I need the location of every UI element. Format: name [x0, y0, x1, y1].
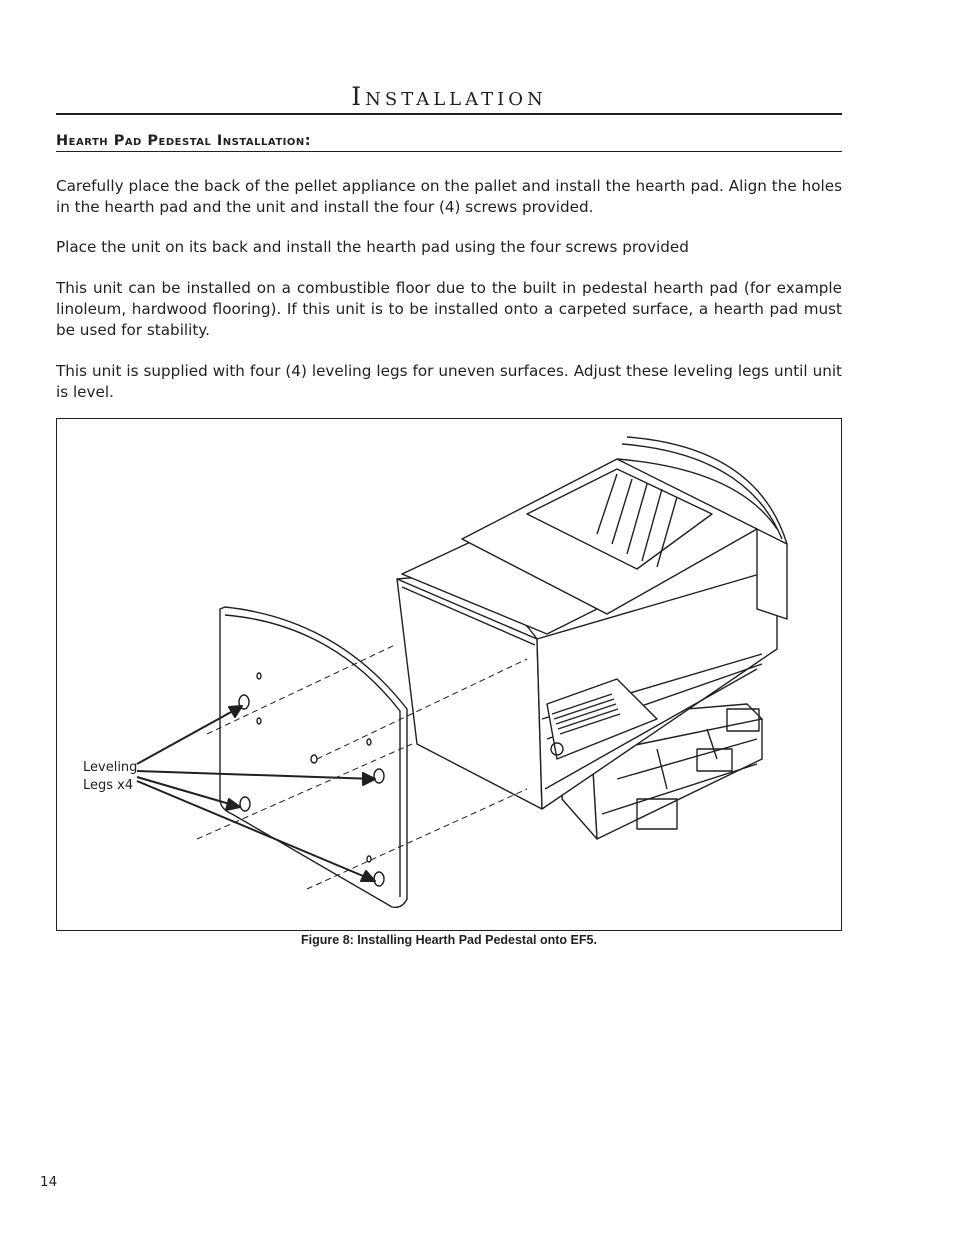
figure-caption: Figure 8: Installing Hearth Pad Pedestal onto EF5.	[301, 933, 597, 947]
paragraph-4: This unit is supplied with four (4) leveling legs for uneven surfaces. Adjust these leveling legs until unit is level.	[56, 362, 842, 401]
page-number: 14	[40, 1174, 58, 1190]
paragraph-3: This unit can be installed on a combustible floor due to the built in pedestal hearth pad (for example linoleum, hardwood flooring). If this unit is to be installed onto a carpeted surface, a hearth pad must be used for stability.	[56, 279, 842, 339]
section-rule	[56, 151, 842, 152]
callout-line-2: Legs x4	[83, 778, 134, 793]
page-title: Installation	[351, 82, 547, 111]
section-heading: Hearth Pad Pedestal Installation:	[56, 133, 312, 149]
paragraph-1: Carefully place the back of the pellet appliance on the pallet and install the hearth pad. Align the holes in the hearth pad and the unit and install the four (4) screws provided.	[56, 177, 842, 216]
title-rule	[56, 113, 842, 115]
leveling-legs-callout	[83, 759, 137, 795]
paragraph-2: Place the unit on its back and install the hearth pad using the four screws provided	[56, 238, 689, 256]
callout-line-1: Leveling	[83, 760, 138, 775]
pedestal-installation-drawing	[57, 419, 841, 930]
figure-frame	[56, 418, 842, 931]
